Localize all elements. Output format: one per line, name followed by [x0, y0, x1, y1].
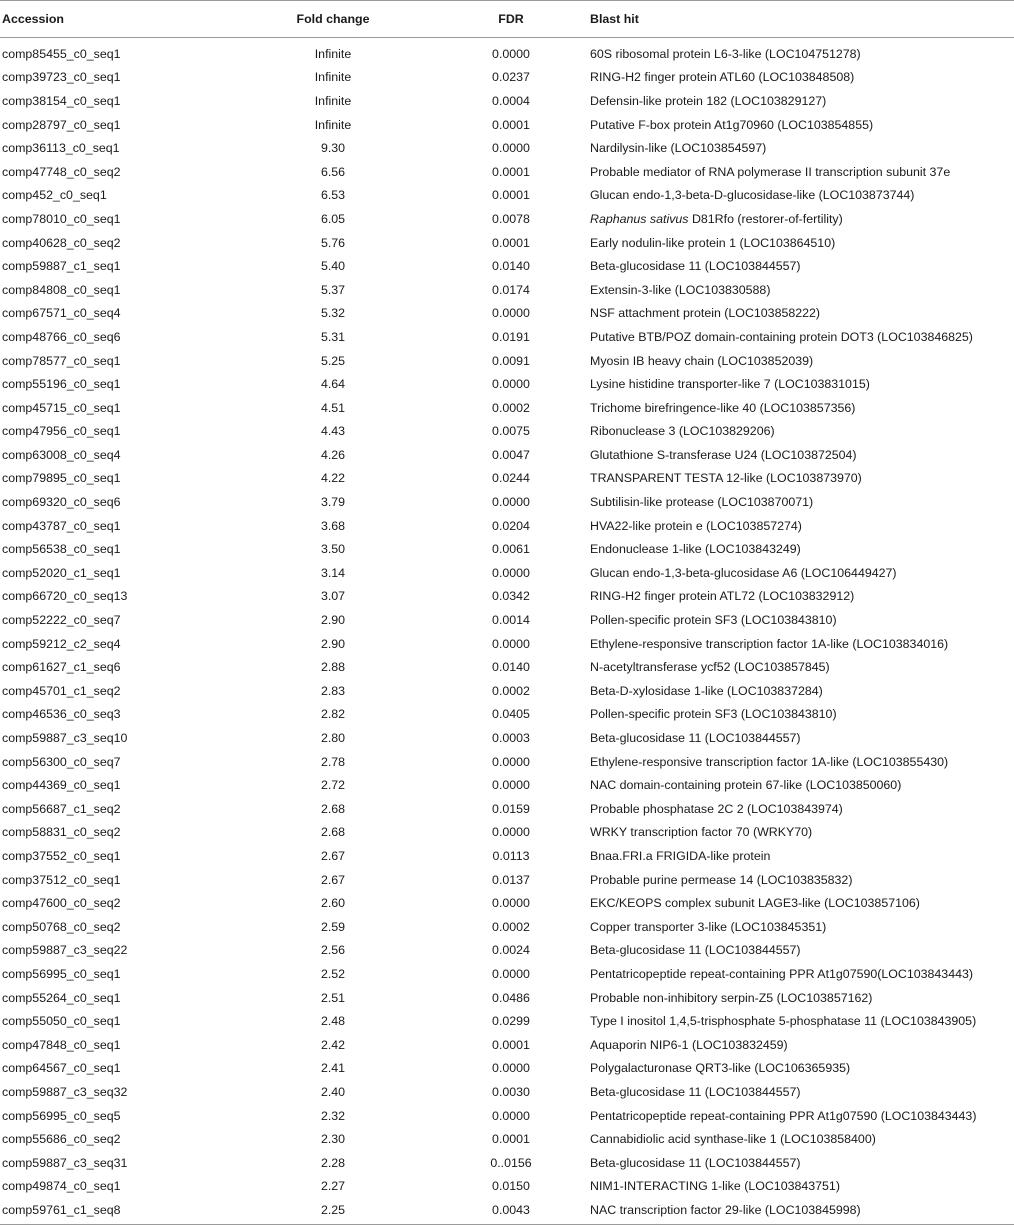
cell-blast-hit: EKC/KEOPS complex subunit LAGE3-like (LOC103857106) [590, 896, 920, 911]
cell-accession: comp64567_c0_seq1 [2, 1061, 121, 1076]
cell-accession: comp59887_c3_seq10 [2, 731, 128, 746]
cell-fdr: 0.0002 [492, 400, 530, 415]
cell-fdr: 0..0156 [490, 1155, 532, 1170]
table-row [0, 962, 1014, 986]
cell-fold-change: 6.53 [320, 188, 346, 203]
header-fold-change: Fold change [234, 1, 432, 38]
cell-blast-hit: Pollen-specific protein SF3 (LOC103843810) [590, 613, 837, 628]
cell-accession: comp46536_c0_seq3 [2, 707, 121, 722]
cell-fold-change: 5.76 [320, 235, 346, 250]
table-row [0, 514, 1014, 538]
cell-blast-hit: Pollen-specific protein SF3 (LOC103843810) [590, 707, 837, 722]
cell-fdr: 0.0004 [492, 93, 530, 108]
table-row [0, 254, 1014, 278]
cell-accession: comp43787_c0_seq1 [2, 518, 121, 533]
cell-fdr: 0.0001 [492, 188, 530, 203]
cell-accession: comp47600_c0_seq2 [2, 896, 121, 911]
table-row [0, 1151, 1014, 1175]
cell-accession: comp49874_c0_seq1 [2, 1179, 121, 1194]
table-row [0, 632, 1014, 656]
cell-fdr: 0.0191 [492, 329, 530, 344]
table-row [0, 915, 1014, 939]
table-row [0, 443, 1014, 467]
cell-fold-change: 2.80 [320, 731, 346, 746]
cell-fdr: 0.0140 [492, 660, 530, 675]
cell-blast-hit: TRANSPARENT TESTA 12-like (LOC103873970) [590, 471, 862, 486]
cell-accession: comp55050_c0_seq1 [2, 1014, 121, 1029]
cell-accession: comp55196_c0_seq1 [2, 377, 121, 392]
cell-fold-change: 2.25 [320, 1202, 346, 1217]
cell-fold-change: 4.43 [320, 424, 346, 439]
cell-accession: comp59761_c1_seq8 [2, 1202, 121, 1217]
cell-accession: comp56995_c0_seq1 [2, 966, 121, 981]
cell-accession: comp84808_c0_seq1 [2, 282, 121, 297]
table-row [0, 89, 1014, 113]
cell-accession: comp38154_c0_seq1 [2, 93, 121, 108]
cell-fdr: 0.0001 [492, 1037, 530, 1052]
cell-fold-change: 2.78 [320, 754, 346, 769]
cell-blast-hit: Probable phosphatase 2C 2 (LOC103843974) [590, 801, 843, 816]
cell-fdr: 0.0002 [492, 919, 530, 934]
cell-fdr: 0.0078 [492, 211, 530, 226]
cell-blast-hit: Endonuclease 1-like (LOC103843249) [590, 542, 801, 557]
cell-blast-hit: Beta-glucosidase 11 (LOC103844557) [590, 1155, 801, 1170]
cell-accession: comp56687_c1_seq2 [2, 801, 121, 816]
cell-accession: comp28797_c0_seq1 [2, 117, 121, 132]
header-blast-hit: Blast hit [590, 1, 1014, 38]
table-row [0, 278, 1014, 302]
cell-blast-hit: Glucan endo-1,3-beta-D-glucosidase-like (LOC103873744) [590, 188, 915, 203]
cell-fold-change: 2.41 [320, 1061, 346, 1076]
cell-fdr: 0.0075 [492, 424, 530, 439]
table-row [0, 1033, 1014, 1057]
cell-fdr: 0.0000 [492, 377, 530, 392]
cell-fold-change: 2.60 [320, 896, 346, 911]
cell-accession: comp69320_c0_seq6 [2, 495, 121, 510]
table-row [0, 160, 1014, 184]
cell-fdr: 0.0000 [492, 896, 530, 911]
cell-fdr: 0.0113 [492, 848, 530, 863]
cell-accession: comp48766_c0_seq6 [2, 329, 121, 344]
cell-fold-change: 2.59 [320, 919, 346, 934]
cell-blast-hit [590, 207, 1014, 231]
cell-blast-hit: Beta-glucosidase 11 (LOC103844557) [590, 1084, 801, 1099]
table-row [0, 773, 1014, 797]
species-name: Raphanus sativus [590, 211, 689, 226]
cell-accession: comp47748_c0_seq2 [2, 164, 121, 179]
cell-fold-change: 5.31 [320, 329, 346, 344]
cell-accession: comp59887_c1_seq1 [2, 259, 121, 274]
header-fdr: FDR [432, 1, 590, 38]
table-row [0, 655, 1014, 679]
cell-blast-hit: NAC domain-containing protein 67-like (LOC103850060) [590, 778, 902, 793]
table-row [0, 537, 1014, 561]
cell-fold-change: 3.14 [320, 565, 346, 580]
cell-fdr: 0.0000 [492, 46, 530, 61]
cell-blast-hit: Defensin-like protein 182 (LOC103829127) [590, 93, 827, 108]
cell-fdr: 0.0299 [492, 1014, 530, 1029]
cell-fdr: 0.0000 [492, 495, 530, 510]
cell-fold-change: 2.56 [320, 943, 346, 958]
table-row [0, 66, 1014, 90]
cell-blast-hit: Probable non-inhibitory serpin-Z5 (LOC103857162) [590, 990, 873, 1005]
cell-blast-hit: Pentatricopeptide repeat-containing PPR At1g07590(LOC103843443) [590, 966, 974, 981]
cell-accession: comp452_c0_seq1 [2, 188, 107, 203]
cell-blast-hit: Copper transporter 3-like (LOC103845351) [590, 919, 827, 934]
table-row [0, 231, 1014, 255]
cell-accession: comp56995_c0_seq5 [2, 1108, 121, 1123]
cell-accession: comp78577_c0_seq1 [2, 353, 121, 368]
cell-blast-hit: Ethylene-responsive transcription factor 1A-like (LOC103834016) [590, 636, 949, 651]
cell-fold-change: 4.26 [320, 447, 346, 462]
cell-fdr: 0.0140 [492, 259, 530, 274]
cell-accession: comp59887_c3_seq31 [2, 1155, 128, 1170]
table-row [0, 986, 1014, 1010]
cell-accession: comp55264_c0_seq1 [2, 990, 121, 1005]
cell-fold-change: 9.30 [320, 141, 346, 156]
cell-fdr: 0.0137 [492, 872, 530, 887]
cell-blast-hit: NSF attachment protein (LOC103858222) [590, 306, 821, 321]
cell-blast-hit: Glutathione S-transferase U24 (LOC103872504) [590, 447, 857, 462]
cell-accession: comp58831_c0_seq2 [2, 825, 121, 840]
cell-fdr: 0.0001 [492, 164, 530, 179]
cell-fdr: 0.0003 [492, 731, 530, 746]
table-row [0, 1175, 1014, 1199]
cell-fold-change: 2.88 [320, 660, 346, 675]
cell-blast-hit: 60S ribosomal protein L6-3-like (LOC104751278) [590, 46, 861, 61]
cell-blast-hit: RING-H2 finger protein ATL60 (LOC103848508) [590, 70, 855, 85]
cell-accession: comp59887_c3_seq22 [2, 943, 128, 958]
header-accession: Accession [0, 1, 234, 38]
cell-fdr: 0.0237 [492, 70, 530, 85]
cell-fdr: 0.0043 [492, 1202, 530, 1217]
cell-fdr: 0.0204 [492, 518, 530, 533]
cell-fdr: 0.0150 [492, 1179, 530, 1194]
cell-fold-change: Infinite [314, 70, 352, 85]
table-row [0, 561, 1014, 585]
cell-fold-change: 3.50 [320, 542, 346, 557]
cell-fold-change: 2.72 [320, 778, 346, 793]
cell-accession: comp37512_c0_seq1 [2, 872, 121, 887]
cell-fold-change: 2.48 [320, 1014, 346, 1029]
cell-blast-hit: Myosin IB heavy chain (LOC103852039) [590, 353, 814, 368]
cell-blast-hit: WRKY transcription factor 70 (WRKY70) [590, 825, 813, 840]
cell-blast-hit: Probable mediator of RNA polymerase II transcription subunit 37e [590, 164, 951, 179]
cell-fdr: 0.0014 [492, 613, 530, 628]
cell-fold-change: 2.68 [320, 825, 346, 840]
cell-accession: comp59212_c2_seq4 [2, 636, 121, 651]
table-row [0, 585, 1014, 609]
cell-fold-change: 6.56 [320, 164, 346, 179]
cell-fdr: 0.0001 [492, 235, 530, 250]
cell-blast-hit: Trichome birefringence-like 40 (LOC103857356) [590, 400, 856, 415]
cell-accession: comp50768_c0_seq2 [2, 919, 121, 934]
cell-fold-change: 5.25 [320, 353, 346, 368]
table-row [0, 467, 1014, 491]
table-row [0, 1080, 1014, 1104]
cell-fold-change: 3.07 [320, 589, 346, 604]
table-row [0, 726, 1014, 750]
cell-blast-hit: Putative F-box protein At1g70960 (LOC103854855) [590, 117, 874, 132]
cell-blast-hit: Probable purine permease 14 (LOC103835832) [590, 872, 853, 887]
cell-fdr: 0.0159 [492, 801, 530, 816]
cell-blast-hit: NIM1-INTERACTING 1-like (LOC103843751) [590, 1179, 840, 1194]
table-header-row [0, 1, 1014, 38]
cell-fold-change: 2.40 [320, 1084, 346, 1099]
cell-blast-hit: Lysine histidine transporter-like 7 (LOC103831015) [590, 377, 870, 392]
cell-blast-hit: Ribonuclease 3 (LOC103829206) [590, 424, 775, 439]
cell-blast-hit: Beta-D-xylosidase 1-like (LOC103837284) [590, 683, 823, 698]
cell-fold-change: Infinite [314, 117, 352, 132]
cell-blast-hit: Type I inositol 1,4,5-trisphosphate 5-phosphatase 11 (LOC103843905) [590, 1014, 977, 1029]
cell-blast-hit: N-acetyltransferase ycf52 (LOC103857845) [590, 660, 830, 675]
cell-blast-hit: Beta-glucosidase 11 (LOC103844557) [590, 943, 801, 958]
cell-fdr: 0.0002 [492, 683, 530, 698]
table-row [0, 136, 1014, 160]
table-row [0, 1127, 1014, 1151]
cell-fold-change: 2.90 [320, 636, 346, 651]
cell-fold-change: 4.64 [320, 377, 346, 392]
cell-fdr: 0.0091 [492, 353, 530, 368]
cell-accession: comp78010_c0_seq1 [2, 211, 121, 226]
cell-accession: comp79895_c0_seq1 [2, 471, 121, 486]
cell-fdr: 0.0000 [492, 825, 530, 840]
cell-blast-hit: Subtilisin-like protease (LOC103870071) [590, 495, 814, 510]
table-row [0, 750, 1014, 774]
table-row [0, 38, 1014, 66]
table-body [0, 38, 1014, 1225]
table-row [0, 490, 1014, 514]
cell-fdr: 0.0000 [492, 306, 530, 321]
cell-blast-hit: Early nodulin-like protein 1 (LOC103864510) [590, 235, 836, 250]
table-row [0, 184, 1014, 208]
cell-fold-change: 2.28 [320, 1155, 346, 1170]
cell-fdr: 0.0061 [492, 542, 530, 557]
table-row [0, 868, 1014, 892]
cell-accession: comp56538_c0_seq1 [2, 542, 121, 557]
cell-blast-hit: RING-H2 finger protein ATL72 (LOC103832912) [590, 589, 855, 604]
cell-fdr: 0.0486 [492, 990, 530, 1005]
cell-blast-hit: Glucan endo-1,3-beta-glucosidase A6 (LOC106449427) [590, 565, 897, 580]
cell-fold-change: Infinite [314, 93, 352, 108]
table-row [0, 939, 1014, 963]
cell-accession: comp55686_c0_seq2 [2, 1132, 121, 1147]
table-row [0, 891, 1014, 915]
cell-accession: comp36113_c0_seq1 [2, 141, 120, 156]
table-row [0, 679, 1014, 703]
cell-blast-hit: Putative BTB/POZ domain-containing protein DOT3 (LOC103846825) [590, 329, 973, 344]
cell-fdr: 0.0244 [492, 471, 530, 486]
cell-fold-change: 2.42 [320, 1037, 346, 1052]
cell-blast-hit: Polygalacturonase QRT3-like (LOC106365935) [590, 1061, 851, 1076]
table-row [0, 797, 1014, 821]
cell-blast-hit: Beta-glucosidase 11 (LOC103844557) [590, 731, 801, 746]
cell-blast-hit: Nardilysin-like (LOC103854597) [590, 141, 767, 156]
cell-fdr: 0.0001 [492, 1132, 530, 1147]
cell-fdr: 0.0000 [492, 565, 530, 580]
cell-blast-hit: Bnaa.FRI.a FRIGIDA-like protein [590, 848, 771, 863]
table-row [0, 349, 1014, 373]
table-row [0, 302, 1014, 326]
cell-fdr: 0.0342 [492, 589, 530, 604]
cell-fdr: 0.0000 [492, 754, 530, 769]
cell-accession: comp85455_c0_seq1 [2, 46, 121, 61]
cell-fdr: 0.0000 [492, 1061, 530, 1076]
cell-blast-hit: NAC transcription factor 29-like (LOC103845998) [590, 1202, 861, 1217]
cell-fdr: 0.0405 [492, 707, 530, 722]
cell-accession: comp47848_c0_seq1 [2, 1037, 121, 1052]
table-row [0, 372, 1014, 396]
table-row [0, 844, 1014, 868]
cell-fold-change: 2.32 [320, 1108, 346, 1123]
cell-accession: comp52222_c0_seq7 [2, 613, 121, 628]
cell-fold-change: 6.05 [320, 211, 346, 226]
cell-fdr: 0.0000 [492, 636, 530, 651]
cell-accession: comp67571_c0_seq4 [2, 306, 121, 321]
cell-accession: comp61627_c1_seq6 [2, 660, 121, 675]
cell-accession: comp56300_c0_seq7 [2, 754, 121, 769]
cell-accession: comp63008_c0_seq4 [2, 447, 121, 462]
cell-fold-change: Infinite [314, 46, 352, 61]
cell-fold-change: 2.83 [320, 683, 346, 698]
cell-accession: comp39723_c0_seq1 [2, 70, 121, 85]
cell-accession: comp52020_c1_seq1 [2, 565, 121, 580]
cell-fdr: 0.0000 [492, 141, 530, 156]
cell-fold-change: 5.32 [320, 306, 346, 321]
table-row [0, 325, 1014, 349]
cell-fold-change: 5.37 [320, 282, 346, 297]
cell-fold-change: 2.27 [320, 1179, 346, 1194]
cell-fold-change: 2.67 [320, 872, 346, 887]
cell-accession: comp37552_c0_seq1 [2, 848, 121, 863]
table-row [0, 821, 1014, 845]
table-row [0, 420, 1014, 444]
cell-fdr: 0.0174 [492, 282, 530, 297]
table-row [0, 1009, 1014, 1033]
cell-fdr: 0.0030 [492, 1084, 530, 1099]
table-row [0, 396, 1014, 420]
cell-blast-hit: Extensin-3-like (LOC103830588) [590, 282, 771, 297]
cell-fold-change: 2.90 [320, 613, 346, 628]
cell-fold-change: 2.30 [320, 1132, 346, 1147]
cell-fdr: 0.0000 [492, 778, 530, 793]
cell-blast-hit: Ethylene-responsive transcription factor 1A-like (LOC103855430) [590, 754, 949, 769]
cell-fold-change: 3.68 [320, 518, 346, 533]
cell-accession: comp45715_c0_seq1 [2, 400, 121, 415]
cell-blast-hit: Pentatricopeptide repeat-containing PPR At1g07590 (LOC103843443) [590, 1108, 977, 1123]
cell-fold-change: 5.40 [320, 259, 346, 274]
cell-fold-change: 2.52 [320, 966, 346, 981]
cell-accession: comp59887_c3_seq32 [2, 1084, 128, 1099]
cell-accession: comp66720_c0_seq13 [2, 589, 128, 604]
cell-fdr: 0.0000 [492, 1108, 530, 1123]
table-row [0, 1198, 1014, 1224]
cell-accession: comp40628_c0_seq2 [2, 235, 121, 250]
cell-fold-change: 4.51 [320, 400, 346, 415]
table-row [0, 703, 1014, 727]
cell-blast-hit: Aquaporin NIP6-1 (LOC103832459) [590, 1037, 788, 1052]
cell-blast-hit: HVA22-like protein e (LOC103857274) [590, 518, 802, 533]
table-row [0, 113, 1014, 137]
cell-fold-change: 2.68 [320, 801, 346, 816]
table-row [0, 207, 1014, 231]
cell-accession: comp47956_c0_seq1 [2, 424, 121, 439]
cell-fold-change: 4.22 [320, 471, 346, 486]
cell-fold-change: 3.79 [320, 495, 346, 510]
cell-fold-change: 2.82 [320, 707, 346, 722]
cell-fdr: 0.0001 [492, 117, 530, 132]
cell-accession: comp44369_c0_seq1 [2, 778, 121, 793]
cell-fdr: 0.0047 [492, 447, 530, 462]
blast-hit-text: D81Rfo (restorer-of-fertility) [688, 211, 843, 226]
cell-blast-hit: Beta-glucosidase 11 (LOC103844557) [590, 259, 801, 274]
table-row [0, 608, 1014, 632]
table-row [0, 1104, 1014, 1128]
cell-blast-hit: Cannabidiolic acid synthase-like 1 (LOC103858400) [590, 1132, 876, 1147]
cell-accession: comp45701_c1_seq2 [2, 683, 121, 698]
cell-fdr: 0.0024 [492, 943, 530, 958]
cell-fold-change: 2.51 [320, 990, 346, 1005]
table-row [0, 1057, 1014, 1081]
cell-fdr: 0.0000 [492, 966, 530, 981]
cell-fold-change: 2.67 [320, 848, 346, 863]
